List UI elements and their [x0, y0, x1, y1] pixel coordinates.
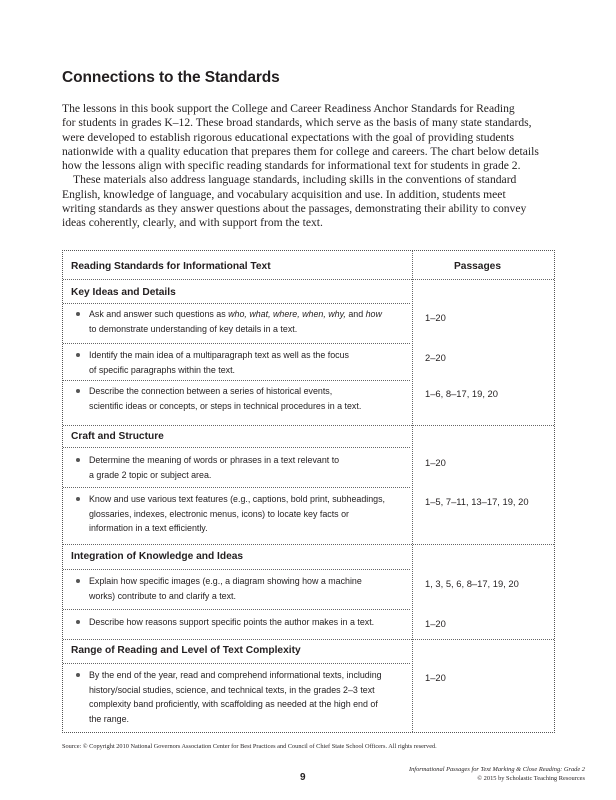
passages-value: 1–20	[425, 618, 446, 629]
standard-text: glossaries, indexes, electronic menus, icons) to locate key facts or	[89, 508, 349, 519]
standard-item	[76, 668, 408, 726]
passages-value: 1–20	[425, 672, 446, 683]
standard-text: Explain how specific images (e.g., a diagram showing how a machine	[89, 576, 362, 586]
row-divider	[63, 380, 410, 381]
standard-text: works) contribute to and clarify a text.	[89, 590, 236, 601]
bullet-icon	[76, 312, 80, 316]
intro-line: These materials also address language standards, including skills in the conventions of standard	[73, 173, 517, 187]
row-divider	[63, 447, 410, 448]
standard-item	[76, 615, 408, 630]
row-divider	[63, 639, 554, 640]
row-divider	[63, 487, 410, 488]
passages-value: 1–5, 7–11, 13–17, 19, 20	[425, 496, 529, 507]
intro-text	[62, 102, 568, 230]
section-title-range: Range of Reading and Level of Text Complexity	[71, 645, 301, 656]
row-divider	[63, 569, 410, 570]
bullet-icon	[76, 389, 80, 393]
standard-text: of specific paragraphs within the text.	[89, 364, 236, 375]
standard-text: information in a text efficiently.	[89, 523, 208, 533]
standard-text: history/social studies, science, and technical texts, in the grades 2–3 text	[89, 684, 375, 695]
standard-text: Describe how reasons support specific points the author makes in a text.	[89, 617, 375, 627]
passages-value: 1, 3, 5, 6, 8–17, 19, 20	[425, 578, 519, 589]
section-title-key-ideas: Key Ideas and Details	[71, 287, 176, 298]
standard-item	[76, 307, 408, 336]
standard-text: and	[345, 309, 366, 319]
standard-text: a grade 2 topic or subject area.	[89, 469, 212, 480]
standard-text: Know and use various text features (e.g., captions, bold print, subheadings,	[89, 494, 386, 504]
bullet-icon	[76, 458, 80, 462]
standard-text: complexity band proficiently, with scaffolding as needed at the high end of	[89, 699, 378, 709]
standard-text-italic: how	[365, 309, 382, 319]
intro-line: for students in grades K–12. These broad standards, which serve as the basis of many state standards,	[62, 116, 532, 130]
book-title: Informational Passages for Text Marking & Close Reading: Grade 2	[408, 766, 585, 773]
row-divider	[63, 279, 554, 280]
standard-text: Ask and answer such questions as	[89, 309, 229, 319]
intro-line: were developed to establish rigorous educational expectations with the goal of providing students	[62, 130, 515, 144]
row-divider	[63, 303, 410, 304]
bullet-icon	[76, 620, 80, 624]
bullet-icon	[76, 353, 80, 357]
intro-paragraph-1	[62, 102, 568, 173]
intro-line: English, knowledge of language, and vocabulary acquisition and use. In addition, students meet	[62, 187, 506, 201]
passages-value: 1–6, 8–17, 19, 20	[425, 388, 498, 399]
intro-paragraph-2	[62, 173, 568, 230]
intro-line: how the lessons align with specific reading standards for informational text for students in grade 2.	[62, 159, 521, 172]
standard-text: Determine the meaning of words or phrases in a text relevant to	[89, 455, 340, 465]
passages-value: 2–20	[425, 352, 446, 363]
source-note: Source: © Copyright 2010 National Governors Association Center for Best Practices and Council of Chief State School Officers. All rights reserved.	[62, 743, 437, 750]
passages-value: 1–20	[425, 457, 446, 468]
row-divider	[63, 425, 554, 426]
row-divider	[63, 343, 410, 344]
row-divider	[63, 609, 410, 610]
standard-text: the range.	[89, 713, 129, 724]
passages-column-header: Passages	[454, 261, 502, 272]
intro-line: ideas coherently, clearly, and with support from the text.	[62, 216, 323, 229]
passages-value: 1–20	[425, 312, 446, 323]
standard-text: scientific ideas or concepts, or steps in technical procedures in a text.	[89, 400, 362, 411]
standard-item	[76, 348, 408, 377]
bullet-icon	[76, 673, 80, 677]
standard-item	[76, 384, 408, 413]
standard-text: Describe the connection between a series of historical events,	[89, 386, 333, 396]
page-heading: Connections to the Standards	[62, 69, 280, 86]
bullet-icon	[76, 497, 80, 501]
standards-table	[62, 250, 555, 733]
standards-column-header: Reading Standards for Informational Text	[71, 261, 271, 272]
row-divider	[63, 544, 554, 545]
intro-line: writing standards as they answer questions about the passages, demonstrating their ability to convey	[62, 201, 527, 215]
copyright-line: © 2015 by Scholastic Teaching Resources	[477, 775, 585, 783]
standard-item	[76, 492, 408, 536]
bullet-icon	[76, 579, 80, 583]
intro-line: The lessons in this book support the College and Career Readiness Anchor Standards for Reading	[62, 102, 515, 115]
section-title-craft: Craft and Structure	[71, 431, 164, 442]
standard-item	[76, 453, 408, 482]
standard-text: By the end of the year, read and comprehend informational texts, including	[89, 670, 382, 680]
standard-text: to demonstrate understanding of key details in a text.	[89, 323, 298, 334]
standard-text: Identify the main idea of a multiparagraph text as well as the focus	[89, 350, 349, 360]
column-divider	[412, 251, 413, 732]
standard-item	[76, 574, 408, 603]
standard-text-italic: who, what, where, when, why,	[228, 309, 346, 319]
section-title-integration: Integration of Knowledge and Ideas	[71, 551, 244, 562]
page-number: 9	[300, 772, 306, 783]
intro-line: nationwide with a quality education that prepares them for college and careers. The chart below details	[62, 144, 539, 158]
row-divider	[63, 663, 410, 664]
book-info	[409, 765, 585, 783]
